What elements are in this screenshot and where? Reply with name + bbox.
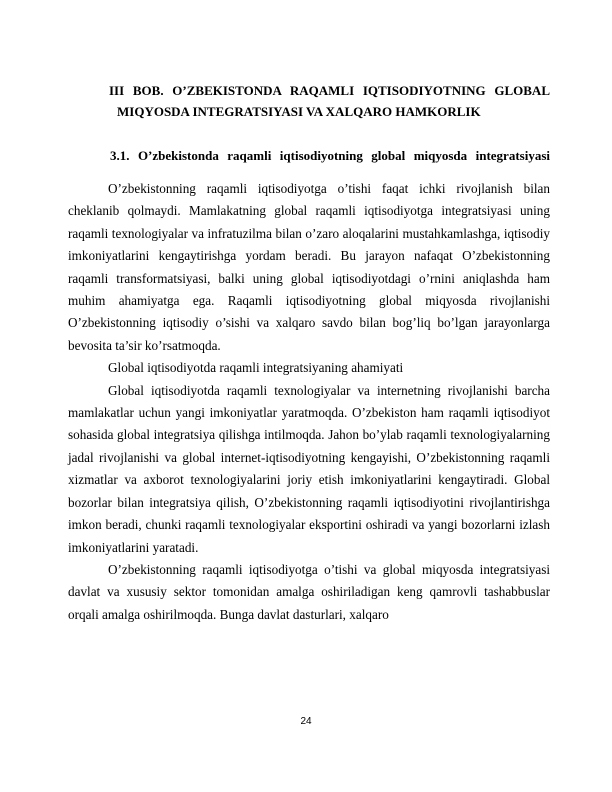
chapter-title-line-2: MIQYOSDA INTEGRATSIYASI VA XALQARO HAMKORLIK — [117, 104, 481, 119]
page-number: 24 — [300, 716, 312, 727]
section-title: 3.1. O’zbekistonda raqamli iqtisodiyotning global miqyosda integratsiyasi — [110, 148, 550, 163]
paragraph-2: Global iqtisodiyotda raqamli texnologiyalar va internetning rivojlanishi barcha mamlakatlar uchun yangi imkoniyatlar yaratmoqda. O’zbekiston ham raqamli iqtisodiyot sohasida global integratsiya qilishga intilmoqda. Jahon bo’ylab raqamli texnologiyalarning jadal rivojlanishi va global internet-iqtisodiyotning kengayishi, O’zbekistonning raqamli xizmatlar va axborot texnologiyalarini joriy etish imkoniyatlarini kengaytiradi. Global bozorlar bilan integratsiya qilish, O’zbekistonning raqamli iqtisodiyotini rivojlantirishga imkon beradi, chunki raqamli texnologiyalar eksportini oshiradi va yangi bozorlarni izlash imkoniyatlarini yaratadi. — [68, 382, 550, 555]
chapter-title — [109, 80, 550, 122]
paragraph-3: O’zbekistonning raqamli iqtisodiyotga o’tishi va global miqyosda integratsiyasi davlat va xususiy sektor tomonidan amalga oshiriladigan keng qamrovli tashabbuslar orqali amalga oshirilmoqda. Bunga davlat dasturlari, xalqaro — [68, 561, 550, 622]
paragraph-1: O’zbekistonning raqamli iqtisodiyotga o’tishi faqat ichki rivojlanish bilan cheklanib qolmaydi. Mamlakatning global raqamli iqtisodiyotga integratsiyasi uning raqamli texnologiyalar va infratuzilma bilan o’zaro aloqalarini mustahkamlashga, iqtisodiy imkoniyatlarini kengaytirishga yordam beradi. Bu jarayon nafaqat O’zbekistonning raqamli transformatsiyasi, balki uning global iqtisodiyotdagi o’rnini aniqlashda ham muhim ahamiyatga ega. Raqamli iqtisodiyotning global miqyosda rivojlanishi O’zbekistonning iqtisodiy o’sishi va xalqaro savdo bilan bog’liq bo’lgan jarayonlarga bevosita ta’sir ko’rsatmoqda. — [68, 181, 550, 353]
chapter-title-line-1: III BOB. O’ZBEKISTONDA RAQAMLI IQTISODIYOTNING GLOBAL — [109, 83, 550, 98]
subheading: Global iqtisodiyotda raqamli integratsiyaning ahamiyati — [108, 360, 404, 376]
body-text — [68, 178, 550, 626]
